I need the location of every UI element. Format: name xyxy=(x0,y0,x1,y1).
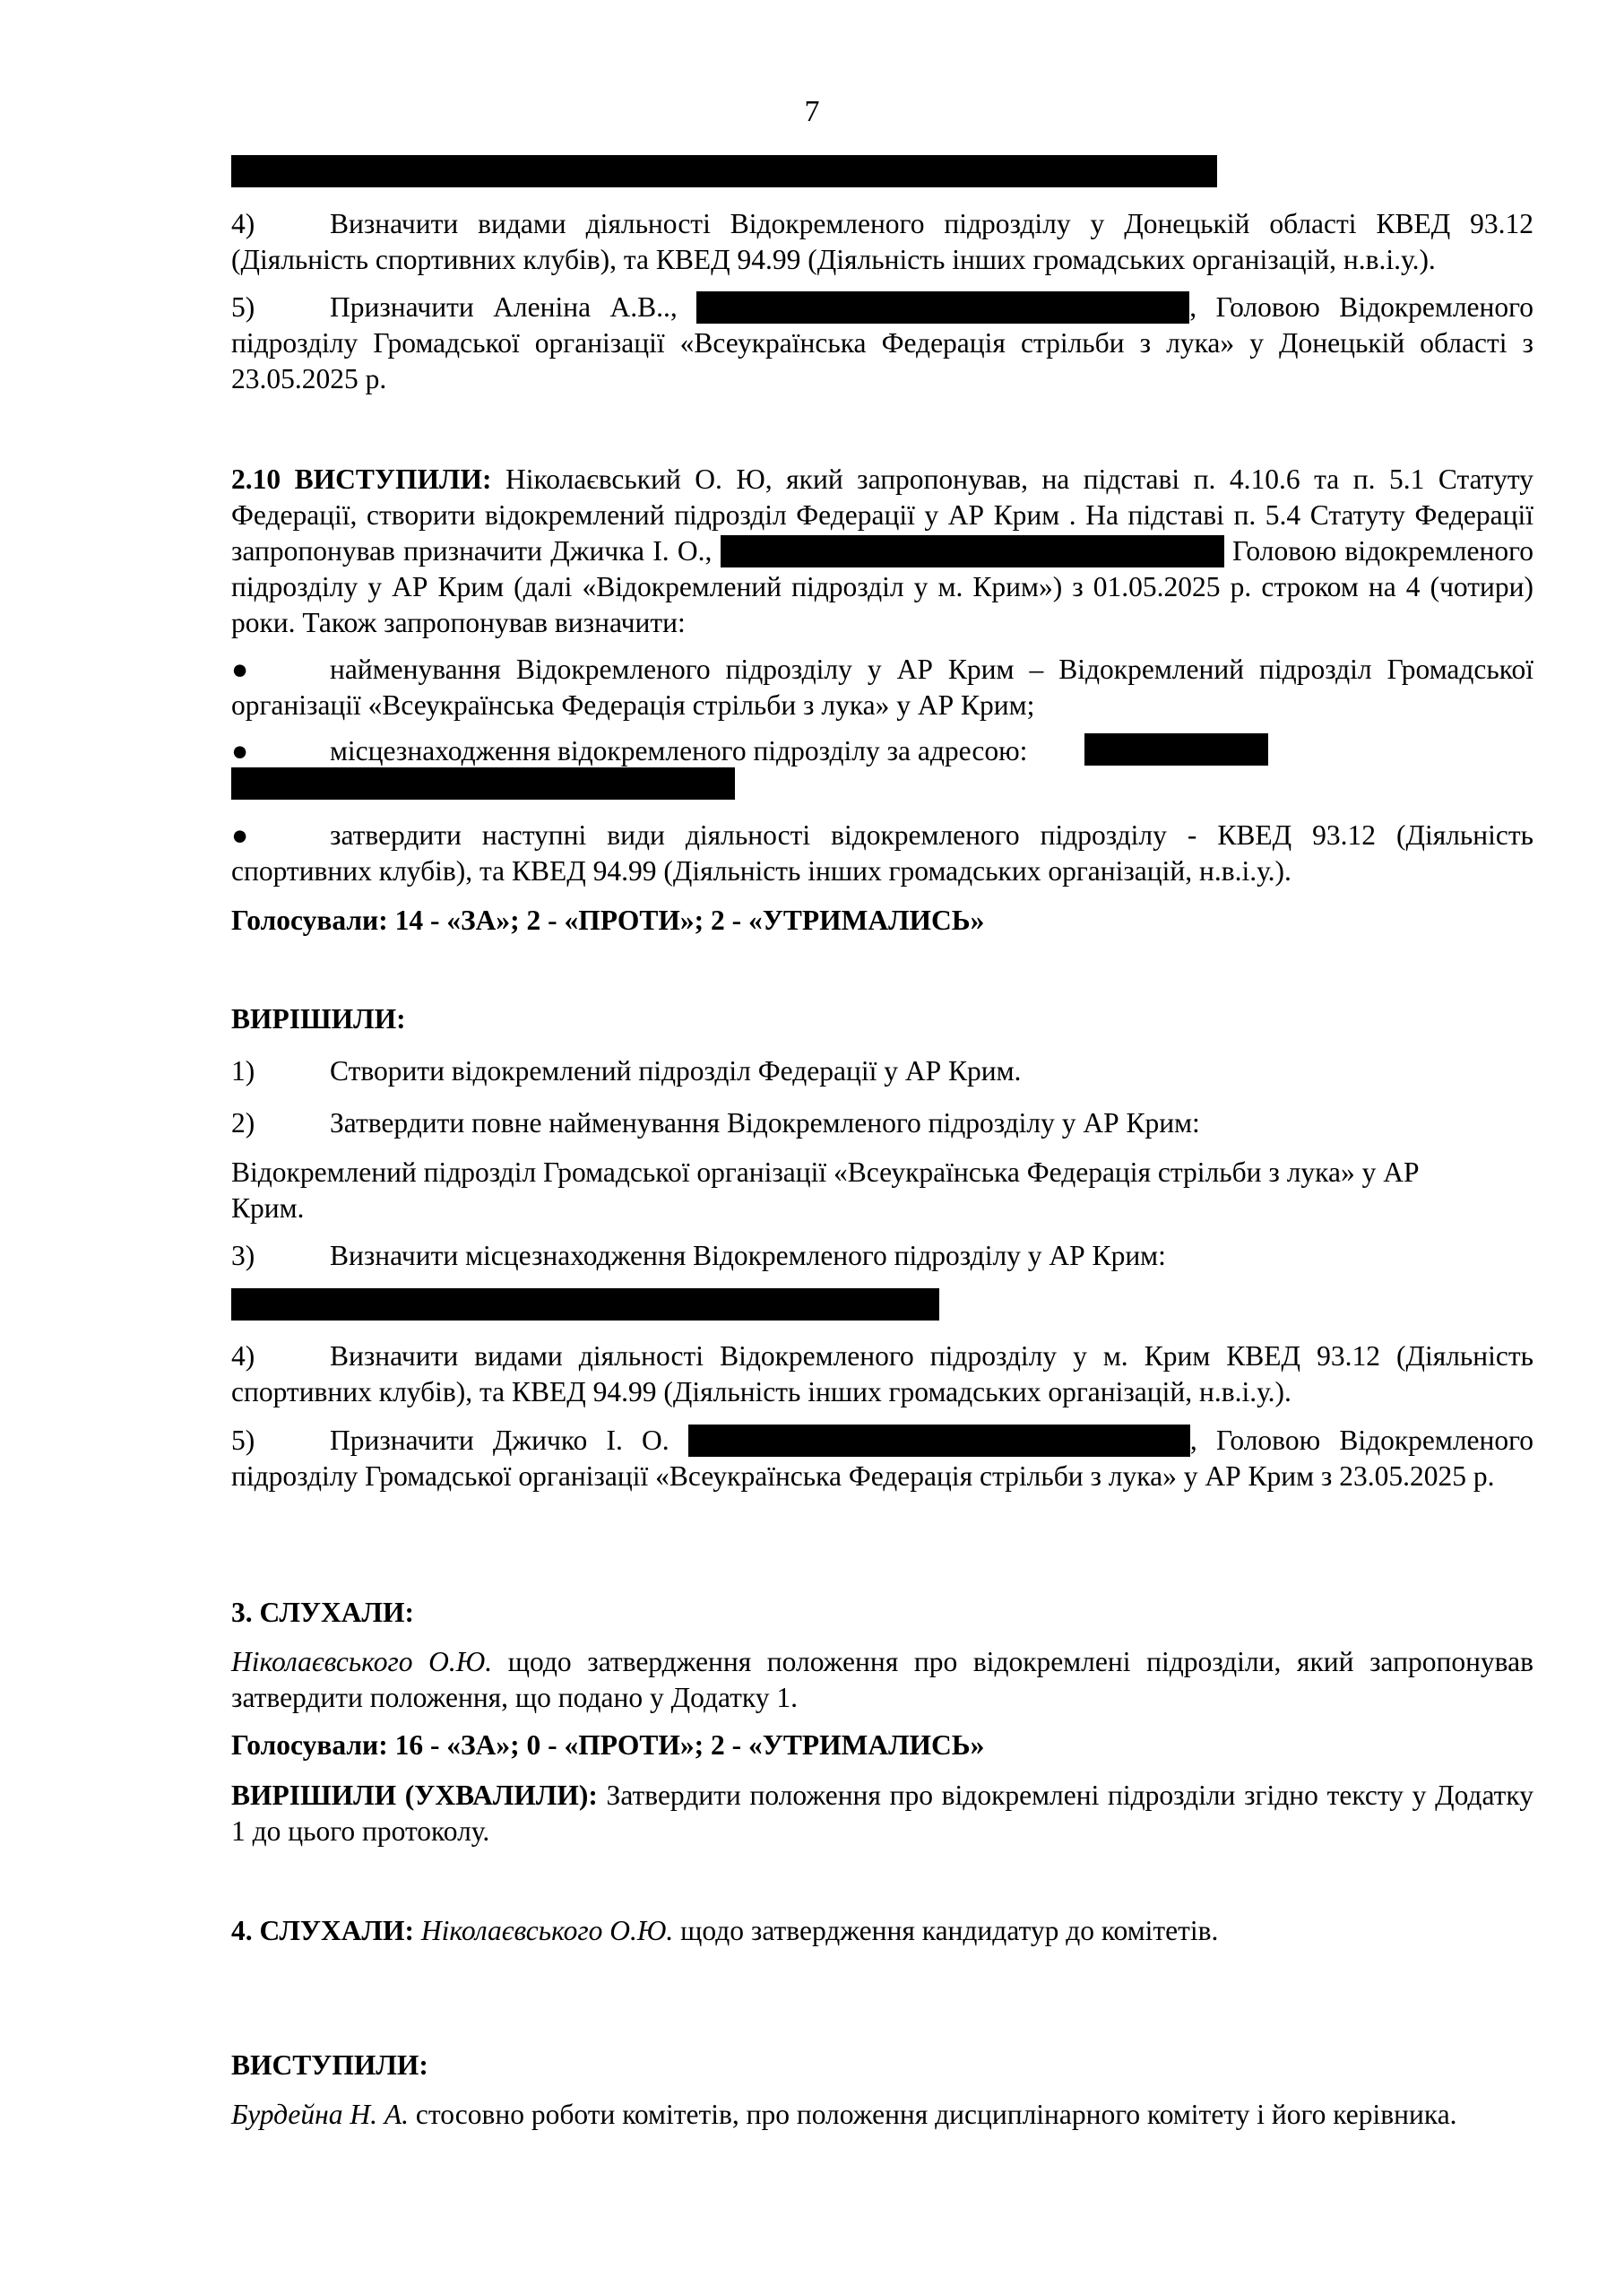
decided-item-2-name xyxy=(231,1155,1468,1226)
section-3-decision xyxy=(231,1778,1533,1849)
section-text: щодо затвердження положення про відокремлені підрозділи, який запропонував затвердити положення, що подано у Додатку 1. xyxy=(231,1646,1533,1713)
item-text: Відокремлений підрозділ Громадської організації «Всеукраїнська Федерація стрільби з лука» у АР Крим. xyxy=(231,1156,1420,1224)
redaction-bar xyxy=(1084,733,1268,766)
redaction-bar xyxy=(231,155,1217,187)
decided-item-3 xyxy=(231,1238,1533,1274)
bullet-text: найменування Відокремленого підрозділу у АР Крим – Відокремлений підрозділ Громадської організації «Всеукраїнська Федерація стрільби з лука» у АР Крим; xyxy=(231,654,1533,721)
section-text: щодо затвердження кандидатур до комітетів. xyxy=(673,1915,1219,1946)
bullet-activities xyxy=(231,818,1533,889)
redaction-bar xyxy=(231,1288,939,1321)
item-text: Створити відокремлений підрозділ Федерації у АР Крим. xyxy=(330,1055,1022,1087)
section-heading: 4. СЛУХАЛИ: xyxy=(231,1915,415,1946)
bullet-text: затвердити наступні види діяльності відокремленого підрозділу - КВЕД 93.12 (Діяльність спортивних клубів), та КВЕД 94.99 (Діяльність інших громадських організацій, н.в.і.у.). xyxy=(231,819,1533,887)
section-2-10 xyxy=(231,462,1533,641)
spoke-text xyxy=(231,2097,1576,2133)
speaker-name: Ніколаєвського О.Ю. xyxy=(231,1646,493,1677)
item-text-pre: Призначити Джичко І. О. xyxy=(330,1425,669,1456)
item-number: 3) xyxy=(231,1240,255,1271)
heading-text: ВИРІШИЛИ: xyxy=(231,1003,406,1035)
item-text-pre: Призначити Аленіна А.В.., xyxy=(330,291,678,323)
decided-item-4 xyxy=(231,1338,1533,1410)
vote-result xyxy=(231,903,1533,939)
section-3-text xyxy=(231,1644,1533,1716)
decision-text: Затвердити положення про відокремлені підрозділи згідно тексту у Додатку 1 до цього протоколу. xyxy=(231,1780,1533,1847)
item-text: Затвердити повне найменування Відокремленого підрозділу у АР Крим: xyxy=(330,1107,1200,1139)
section-text-a: Ніколаєвський О. Ю, який запропонував, на підставі п. 4.10.6 та п. 5.1 Статуту Федерації, створити відокремлений підрозділ Федерації у АР Крим . На підставі п. 5.4 Статуту Федерації запропонував призначити Джичка І. О., xyxy=(231,463,1533,567)
section-text-b: Головою відокремленого підрозділу у АР Крим (далі «Відокремлений підрозділ у м. Крим») з 01.05.2025 р. строком на 4 (чотири) роки. Також запропонував визначити: xyxy=(231,535,1533,638)
item-number: 4) xyxy=(231,1340,255,1372)
bullet-icon: ● xyxy=(231,654,249,685)
vote-text: Голосували: 14 - «ЗА»; 2 - «ПРОТИ»; 2 - «УТРИМАЛИСЬ» xyxy=(231,905,985,936)
bullet-address xyxy=(231,733,1533,769)
redaction-bar xyxy=(231,767,735,800)
item-text: Визначити видами діяльності Відокремленого підрозділу у м. Крим КВЕД 93.12 (Діяльність спортивних клубів), та КВЕД 94.99 (Діяльність інших громадських організацій, н.в.і.у.). xyxy=(231,1340,1533,1407)
item-text-post: , Головою Відокремленого підрозділу Громадської організації «Всеукраїнська Федерація стрільби з лука» у Донецькій області з 23.05.2025 р. xyxy=(231,291,1534,394)
heading-text: 3. СЛУХАЛИ: xyxy=(231,1597,415,1628)
speaker-name: Бурдейна Н. А. xyxy=(231,2099,410,2130)
decision-label: ВИРІШИЛИ (УХВАЛИЛИ): xyxy=(231,1780,598,1811)
item-text: Визначити видами діяльності Відокремленого підрозділу у Донецькій області КВЕД 93.12 (Діяльність спортивних клубів), та КВЕД 94.99 (Діяльність інших громадських організацій, н.в.і.у.). xyxy=(231,208,1533,275)
bullet-name xyxy=(231,652,1533,723)
bullet-text: місцезнаходження відокремленого підрозділу за адресою: xyxy=(330,735,1028,766)
section-heading: 2.10 ВИСТУПИЛИ: xyxy=(231,463,492,495)
spoke-heading xyxy=(231,2048,1533,2083)
page-number: 7 xyxy=(804,95,820,128)
decided-heading xyxy=(231,1001,1533,1037)
section-text: стосовно роботи комітетів, про положення дисциплінарного комітету і його керівника. xyxy=(409,2099,1457,2130)
redaction-bar xyxy=(688,1425,1190,1457)
decided-item-2 xyxy=(231,1105,1533,1141)
item-number: 2) xyxy=(231,1107,255,1139)
speaker-name: Ніколаєвського О.Ю. xyxy=(420,1915,674,1946)
item-text: Визначити місцезнаходження Відокремленого підрозділу у АР Крим: xyxy=(330,1240,1166,1271)
heading-text: ВИСТУПИЛИ: xyxy=(231,2049,428,2081)
bullet-icon: ● xyxy=(231,819,249,851)
section-3-vote xyxy=(231,1728,1533,1763)
item-text-post: , Головою Відокремленого підрозділу Громадської організації «Всеукраїнська Федерація стрільби з лука» у АР Крим з 23.05.2025 р. xyxy=(231,1425,1534,1492)
redaction-bar xyxy=(696,291,1189,324)
decided-item-5 xyxy=(231,1423,1533,1494)
item-4-activities-donetsk xyxy=(231,206,1533,278)
item-number: 1) xyxy=(231,1055,255,1087)
section-3-heading xyxy=(231,1595,1533,1631)
decided-item-1 xyxy=(231,1053,1533,1089)
item-number: 5) xyxy=(231,291,255,323)
item-number: 4) xyxy=(231,208,255,239)
item-number: 5) xyxy=(231,1425,255,1456)
section-4 xyxy=(231,1913,1533,1949)
item-5-appoint-alenin xyxy=(231,290,1533,397)
vote-text: Голосували: 16 - «ЗА»; 0 - «ПРОТИ»; 2 - «УТРИМАЛИСЬ» xyxy=(231,1729,985,1761)
bullet-icon: ● xyxy=(231,735,249,766)
redaction-bar xyxy=(721,535,1224,567)
